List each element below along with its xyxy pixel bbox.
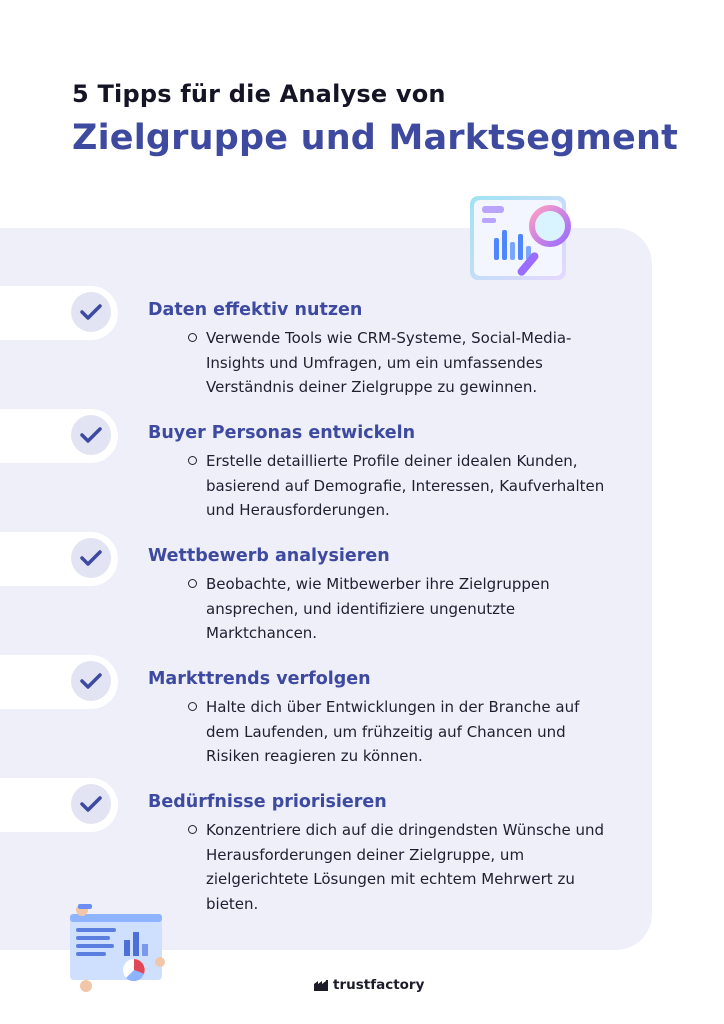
bullet-icon [188, 579, 197, 588]
factory-icon [314, 980, 328, 991]
bullet-icon [188, 702, 197, 711]
tip-body: Konzentriere dich auf die dringendsten Wünsche und Herausforderungen deiner Zielgruppe, um zielgerichtete Lösungen mit echtem Mehrwert zu bieten. [206, 821, 605, 913]
tip-item [0, 655, 652, 778]
check-icon [71, 784, 111, 824]
tip-body: Halte dich über Entwicklungen in der Branche auf dem Laufenden, um frühzeitig auf Chancen und Risiken reagieren zu können. [206, 698, 580, 765]
check-icon [71, 538, 111, 578]
tip-item [0, 286, 652, 409]
tips-list [0, 286, 652, 913]
page-subtitle: 5 Tipps für die Analyse von [72, 80, 446, 108]
check-icon [71, 661, 111, 701]
header [72, 80, 678, 158]
tip-body: Verwende Tools wie CRM-Systeme, Social-Media-Insights und Umfragen, um ein umfassendes Verständnis deiner Zielgruppe zu gewinnen. [206, 329, 572, 396]
brand-logo [314, 977, 424, 993]
tip-item [0, 409, 652, 532]
brand-name: trustfactory [333, 977, 425, 993]
tip-item [0, 532, 652, 655]
tip-item [0, 778, 652, 913]
tip-title: Daten effektiv nutzen [148, 300, 363, 320]
check-icon [71, 415, 111, 455]
tip-title: Wettbewerb analysieren [148, 546, 390, 566]
tip-body: Beobachte, wie Mitbewerber ihre Zielgruppen ansprechen, und identifiziere ungenutzte Marktchancen. [206, 575, 550, 642]
tip-body: Erstelle detaillierte Profile deiner idealen Kunden, basierend auf Demografie, Interessen, Kaufverhalten und Herausforderungen. [206, 452, 605, 519]
tip-title: Buyer Personas entwickeln [148, 423, 416, 443]
bullet-icon [188, 333, 197, 342]
dashboard-chart-icon [64, 900, 176, 996]
tip-title: Markttrends verfolgen [148, 669, 371, 689]
bullet-icon [188, 456, 197, 465]
analytics-magnifier-icon [466, 190, 586, 290]
page-title: Zielgruppe und Marktsegment [72, 118, 679, 158]
tip-title: Bedürfnisse priorisieren [148, 792, 387, 812]
bullet-icon [188, 825, 197, 834]
check-icon [71, 292, 111, 332]
